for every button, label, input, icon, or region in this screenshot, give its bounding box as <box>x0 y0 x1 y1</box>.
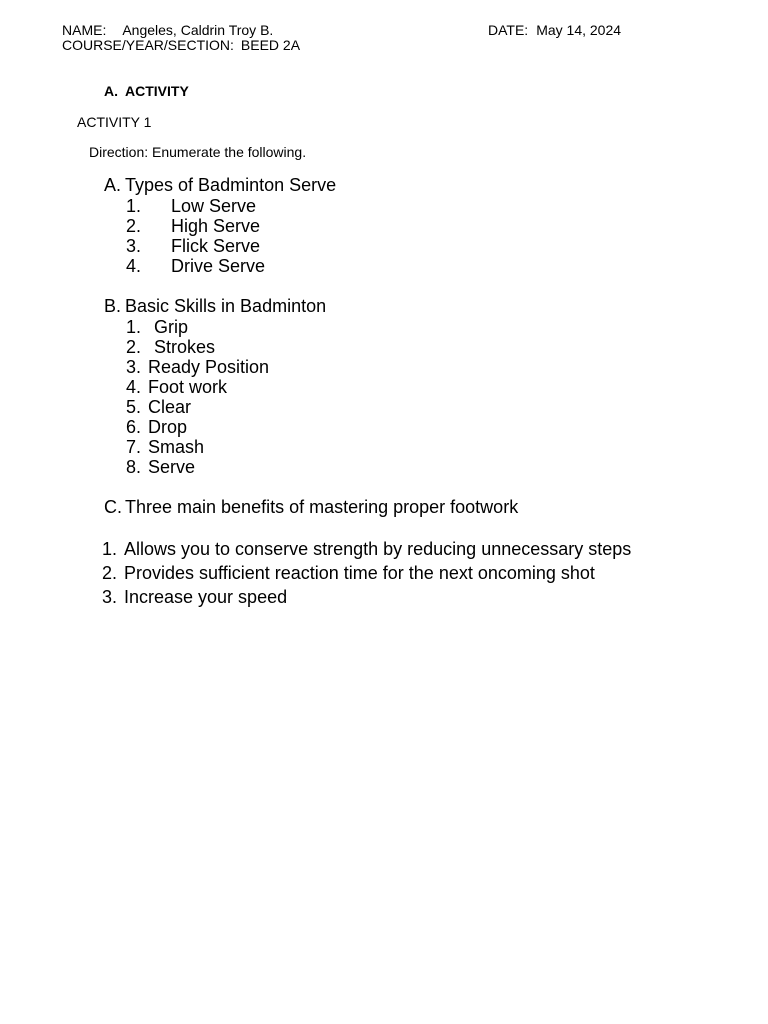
list-item-text: Grip <box>154 317 189 337</box>
list-item-number: 6. <box>126 417 142 437</box>
list-item-number: 1. <box>126 317 142 337</box>
list-item-text: Smash <box>148 437 205 457</box>
list-item-number: 5. <box>126 397 142 417</box>
name-label: NAME: <box>62 22 107 38</box>
activity-label: ACTIVITY 1 <box>77 114 152 130</box>
list-item-text: Ready Position <box>148 357 270 377</box>
list-item-number: 1. <box>102 539 118 559</box>
part-c-title: Three main benefits of mastering proper footwork <box>125 497 519 517</box>
list-item <box>126 378 227 396</box>
list-item-text: Drive Serve <box>171 256 266 276</box>
course-line <box>62 38 300 52</box>
course-label: COURSE/YEAR/SECTION: <box>62 37 234 53</box>
list-item-text: Low Serve <box>171 196 257 216</box>
list-item-text: Foot work <box>148 377 228 397</box>
date-line <box>488 23 621 37</box>
part-a-heading <box>104 176 336 194</box>
list-item <box>126 318 188 336</box>
list-item-number: 4. <box>126 377 142 397</box>
date-value: May 14, 2024 <box>536 22 622 38</box>
list-item-text: Flick Serve <box>171 236 261 256</box>
list-item-number: 3. <box>126 236 142 256</box>
list-item <box>126 358 269 376</box>
part-b-heading <box>104 297 326 315</box>
list-item-text: Increase your speed <box>124 587 288 607</box>
section-heading <box>104 84 189 98</box>
list-item-number: 4. <box>126 256 142 276</box>
list-item <box>126 197 256 215</box>
list-item-text: Clear <box>148 397 192 417</box>
list-item <box>126 217 260 235</box>
list-item-number: 7. <box>126 437 142 457</box>
list-item-text: Serve <box>148 457 196 477</box>
list-item-text: Allows you to conserve strength by reducing unnecessary steps <box>124 539 632 559</box>
list-item-number: 8. <box>126 457 142 477</box>
list-item <box>126 458 195 476</box>
list-item <box>102 588 287 606</box>
list-item-number: 2. <box>102 563 118 583</box>
list-item-text: Provides sufficient reaction time for the next oncoming shot <box>124 563 595 583</box>
list-item-text: High Serve <box>171 216 261 236</box>
name-value: Angeles, Caldrin Troy B. <box>122 22 274 38</box>
list-item <box>126 398 191 416</box>
part-b-marker: B. <box>104 296 122 316</box>
section-title: ACTIVITY <box>125 83 189 99</box>
list-item-text: Strokes <box>154 337 216 357</box>
list-item-number: 3. <box>126 357 142 377</box>
direction-text: Direction: Enumerate the following. <box>89 144 307 160</box>
part-c-heading <box>104 498 518 516</box>
name-line <box>62 23 273 37</box>
part-c-marker: C. <box>104 497 122 517</box>
list-item <box>102 564 595 582</box>
list-item <box>126 438 204 456</box>
section-marker: A. <box>104 83 118 99</box>
list-item-number: 3. <box>102 587 118 607</box>
list-item-text: Drop <box>148 417 188 437</box>
course-value: BEED 2A <box>240 37 301 53</box>
list-item <box>126 418 187 436</box>
part-b-title: Basic Skills in Badminton <box>125 296 327 316</box>
list-item-number: 2. <box>126 337 142 357</box>
list-item <box>126 237 260 255</box>
list-item-number: 2. <box>126 216 142 236</box>
part-a-title: Types of Badminton Serve <box>125 175 337 195</box>
part-a-marker: A. <box>104 175 122 195</box>
date-label: DATE: <box>488 22 529 38</box>
list-item <box>126 257 265 275</box>
list-item <box>126 338 215 356</box>
list-item-number: 1. <box>126 196 142 216</box>
list-item <box>102 540 631 558</box>
